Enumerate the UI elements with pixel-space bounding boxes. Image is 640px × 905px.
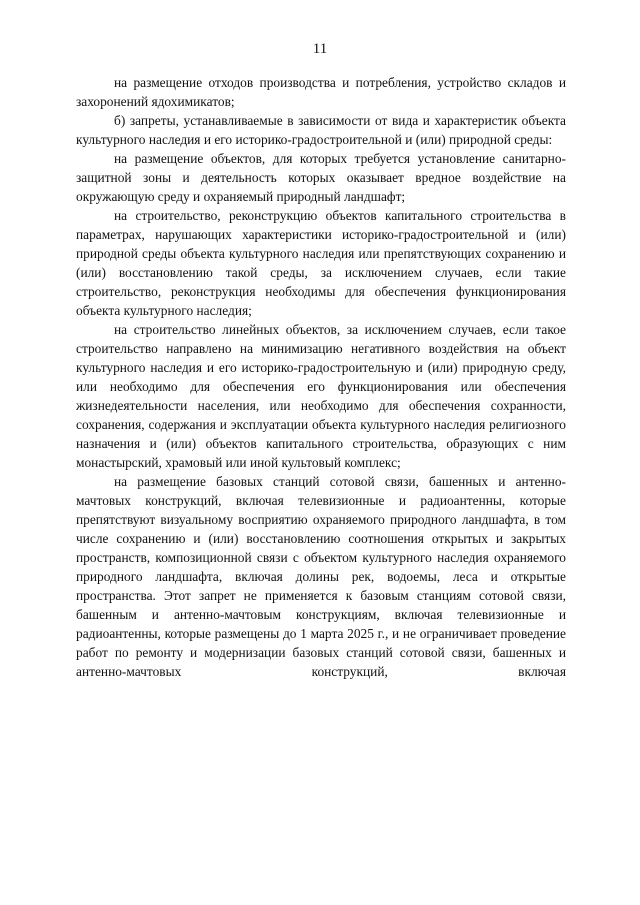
paragraph-waste-placement: на размещение отходов производства и потребления, устройство складов и захоронений ядохимикатов; [76, 75, 566, 109]
paragraph-sanitary-zone-objects: на размещение объектов, для которых требуется установление санитарно-защитной зоны и деятельность которых оказывает вредное воздействие на окружающую среду и охраняемый природный ландшафт; [76, 151, 566, 204]
paragraph-capital-construction: на строительство, реконструкцию объектов капитального строительства в параметрах, нарушающих характеристики историко-градостроительной и (или) природной среды объекта культурного наследия или препятствующих сохранению и (или) восстановлению такой среды, за исключением случаев, если такие строительство, реконструкция необходимы для обеспечения функционирования объекта культурного наследия; [76, 208, 566, 318]
document-body [76, 73, 566, 681]
page-number: 11 [312, 41, 328, 57]
paragraph-linear-objects: на строительство линейных объектов, за исключением случаев, если такое строительство направлено на минимизацию негативного воздействия на объект культурного наследия и его историко-градостроительную и (или) природную среду, или необходимо для обеспечения его функционирования или обеспечения жизнедеятельности населения, или необходимо для обеспечения сохранности, сохранения, содержания и эксплуатации объекта культурного наследия религиозного назначения и (или) объектов капитального строительства, образующих с ним монастырский, храмовый или иной культовый комплекс; [76, 322, 566, 470]
paragraph-cellular-stations: на размещение базовых станций сотовой связи, башенных и антенно-мачтовых конструкций, включая телевизионные и радиоантенны, которые препятствуют визуальному восприятию охраняемого природного ландшафта, в том числе сохранению и (или) восстановлению соотношения открытых и закрытых пространств, композиционной связи с объектом культурного наследия охраняемого природного ландшафта, включая долины рек, водоемы, леса и открытые пространства. Этот запрет не применяется к базовым станциям сотовой связи, башенным и антенно-мачтовым конструкциям, включая телевизионные и радиоантенны, которые размещены до 1 марта 2025 г., и не ограничивает проведение работ по ремонту и модернизации базовых станций сотовой связи, башенных и антенно-мачтовых конструкций, включая [76, 474, 566, 679]
paragraph-restrictions-heading: б) запреты, устанавливаемые в зависимости от вида и характеристик объекта культурного наследия и его историко-градостроительной и (или) природной среды: [76, 113, 566, 147]
